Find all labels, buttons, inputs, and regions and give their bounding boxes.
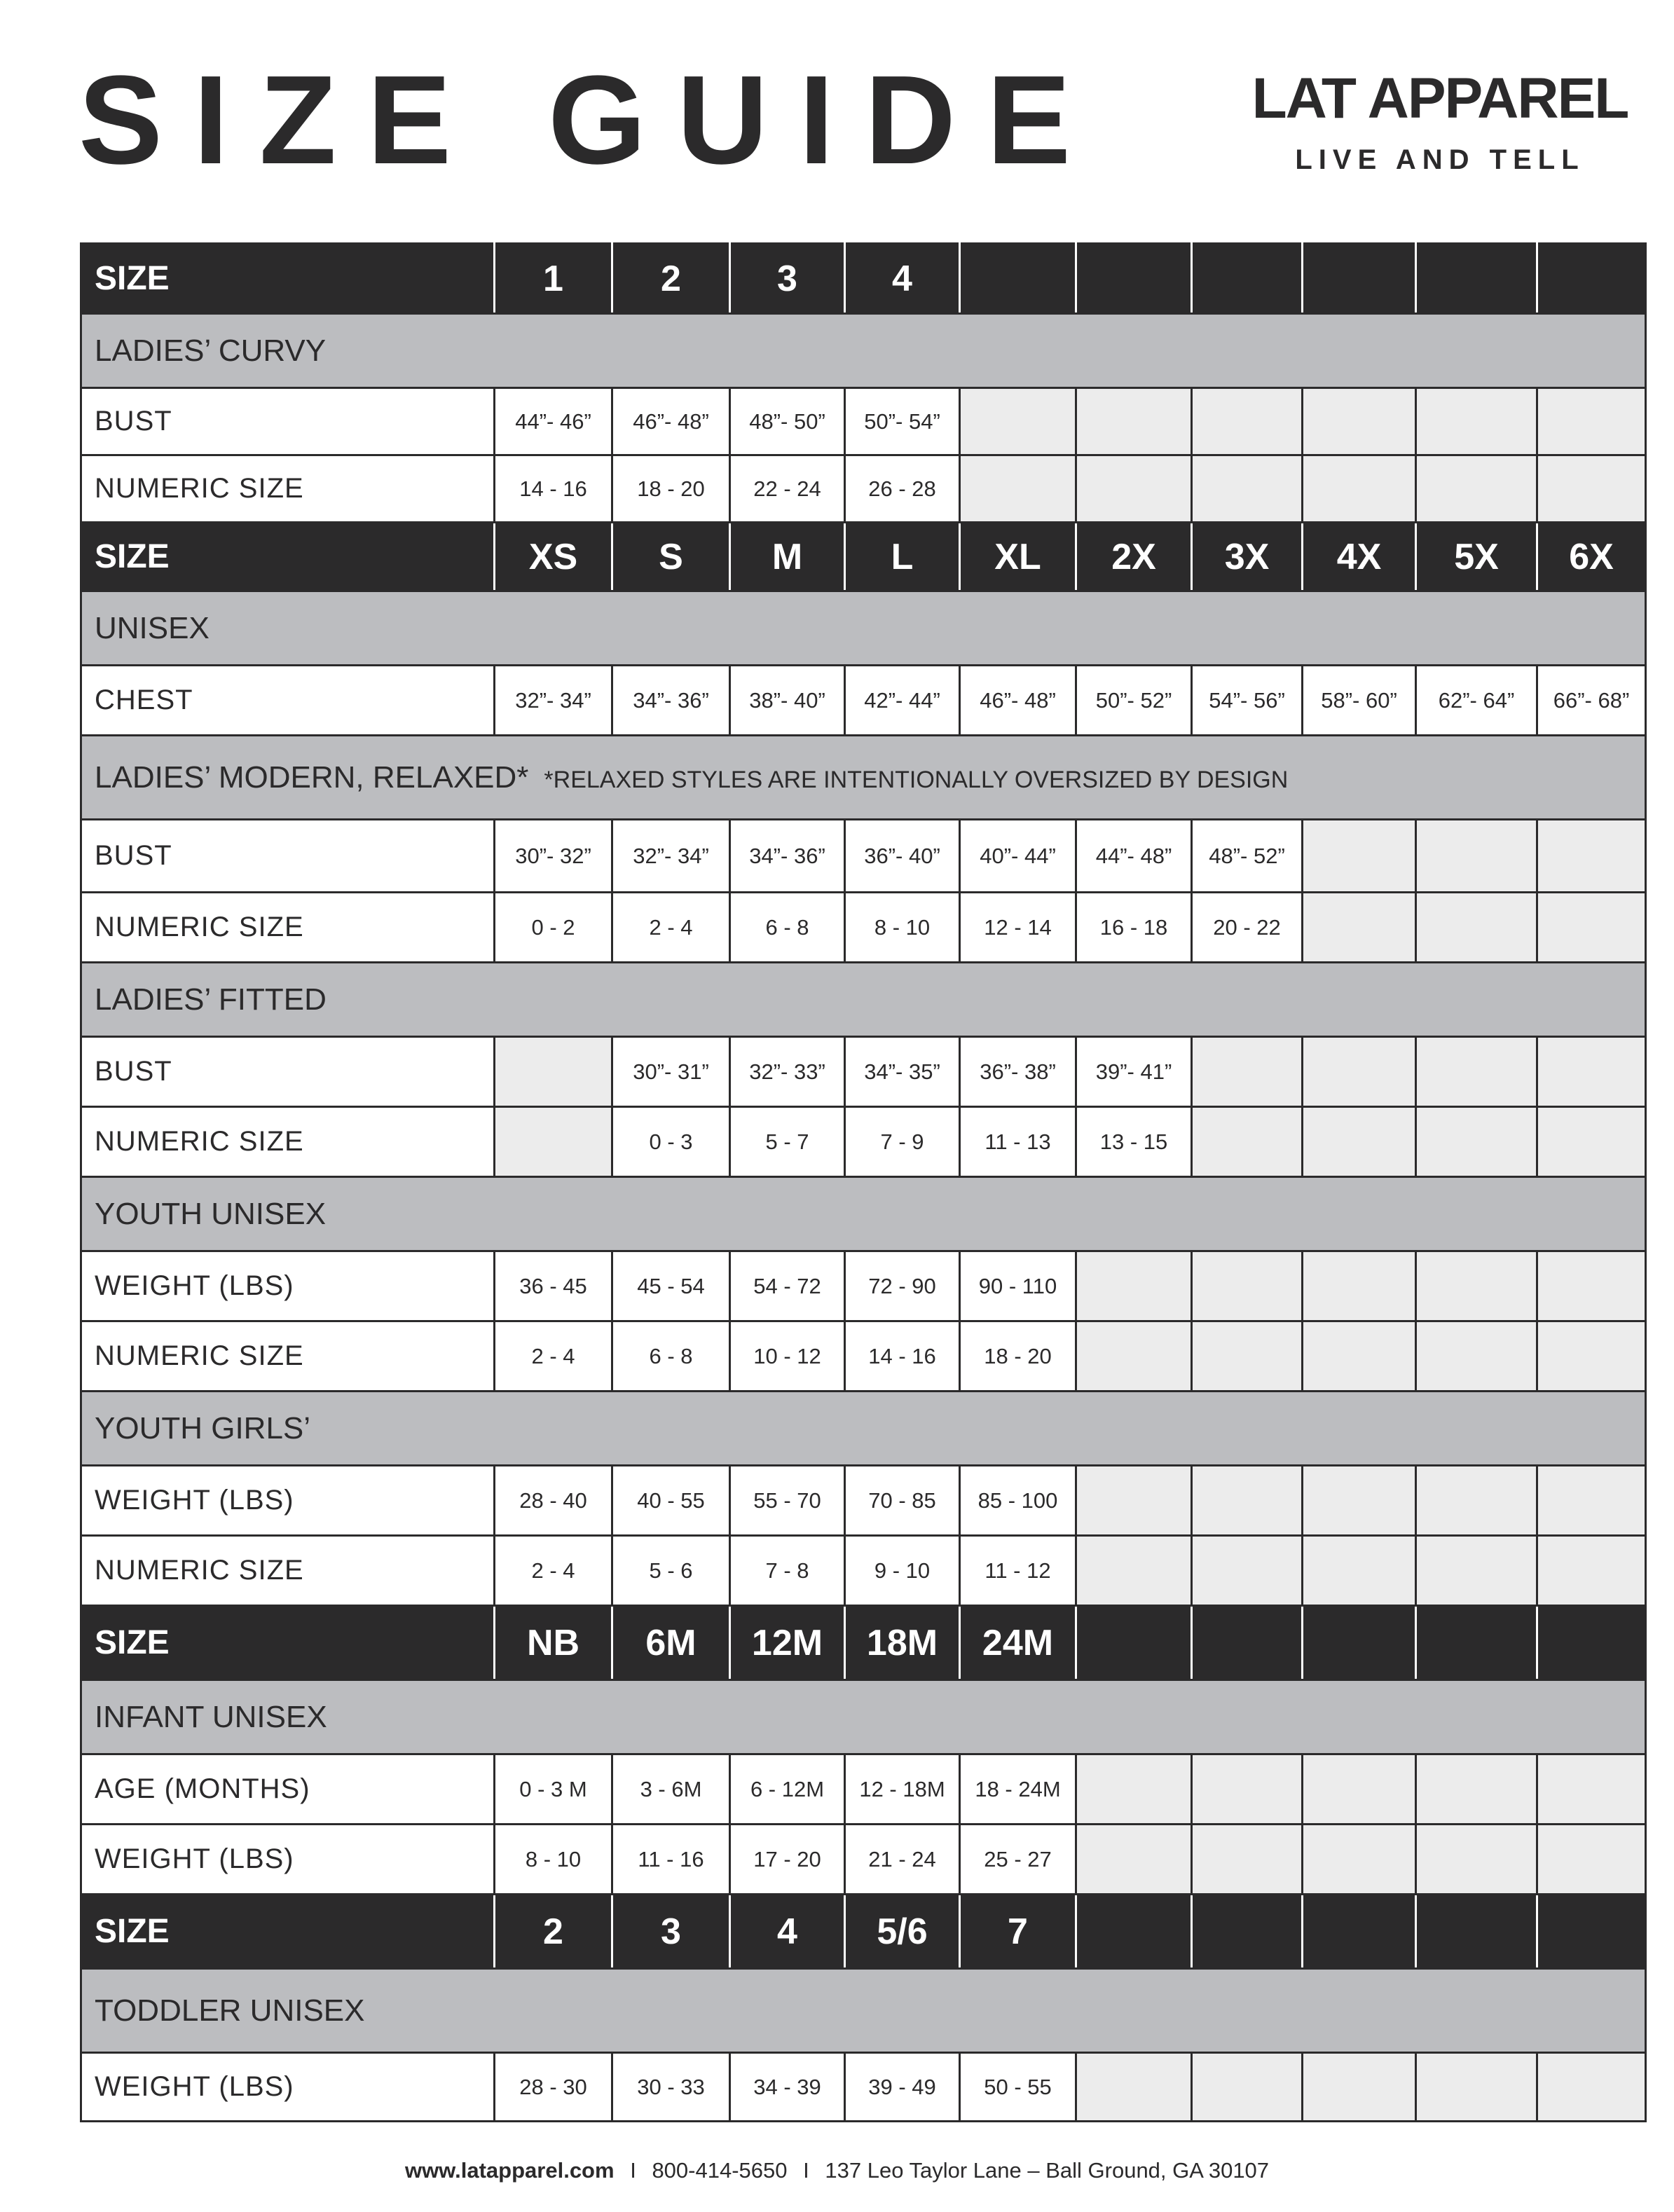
empty-cell	[1303, 1251, 1416, 1321]
size-header-cell	[1303, 1606, 1416, 1680]
empty-cell	[1537, 1321, 1646, 1392]
section-title	[81, 736, 1646, 820]
empty-cell	[1537, 1251, 1646, 1321]
table-row	[81, 1251, 1646, 1321]
empty-cell	[1416, 1825, 1537, 1895]
table-cell: 18 - 20	[612, 455, 730, 523]
table-cell: 44”- 48”	[1076, 820, 1192, 893]
section-title	[81, 1177, 1646, 1251]
footer-separator: I	[803, 2158, 809, 2183]
table-cell: 11 - 16	[612, 1825, 730, 1895]
empty-cell	[1416, 1754, 1537, 1825]
size-header-row	[81, 1606, 1646, 1680]
size-header-row	[81, 523, 1646, 591]
size-header-cell	[960, 244, 1076, 314]
table-cell: 14 - 16	[495, 455, 612, 523]
table-cell: 6 - 12M	[730, 1754, 845, 1825]
empty-cell	[1416, 388, 1537, 455]
empty-cell	[1076, 2053, 1192, 2122]
table-row	[81, 1037, 1646, 1107]
size-header-cell: 3	[612, 1895, 730, 1969]
table-cell: 30 - 33	[612, 2053, 730, 2122]
table-cell: 26 - 28	[845, 455, 960, 523]
table-row	[81, 1466, 1646, 1536]
empty-cell	[1303, 1107, 1416, 1177]
table-row	[81, 1825, 1646, 1895]
empty-cell	[1303, 1037, 1416, 1107]
section-title	[81, 314, 1646, 388]
empty-cell	[960, 455, 1076, 523]
size-header-cell: 24M	[960, 1606, 1076, 1680]
empty-cell	[1192, 455, 1303, 523]
table-cell: 40”- 44”	[960, 820, 1076, 893]
empty-cell	[1076, 1251, 1192, 1321]
size-header-cell	[1416, 1606, 1537, 1680]
table-cell: 36”- 38”	[960, 1037, 1076, 1107]
section-row	[81, 314, 1646, 388]
table-cell: 39”- 41”	[1076, 1037, 1192, 1107]
size-header-cell: NB	[495, 1606, 612, 1680]
size-header-cell	[1537, 1895, 1646, 1969]
section-label: YOUTH GIRLS’	[95, 1410, 311, 1445]
empty-cell	[1192, 1754, 1303, 1825]
empty-cell	[1076, 1321, 1192, 1392]
size-header-cell: 4	[730, 1895, 845, 1969]
size-header-cell	[1416, 1895, 1537, 1969]
table-cell: 42”- 44”	[845, 666, 960, 736]
section-title	[81, 1680, 1646, 1754]
empty-cell	[1303, 820, 1416, 893]
table-cell: 28 - 30	[495, 2053, 612, 2122]
empty-cell	[1192, 388, 1303, 455]
section-title	[81, 963, 1646, 1037]
table-row	[81, 1754, 1646, 1825]
table-cell: 28 - 40	[495, 1466, 612, 1536]
size-header-label: SIZE	[81, 1606, 495, 1680]
table-cell: 62”- 64”	[1416, 666, 1537, 736]
table-cell: 7 - 9	[845, 1107, 960, 1177]
section-row	[81, 1969, 1646, 2053]
size-header-cell: 18M	[845, 1606, 960, 1680]
table-cell: 46”- 48”	[960, 666, 1076, 736]
empty-cell	[1192, 1321, 1303, 1392]
size-header-cell	[1537, 244, 1646, 314]
size-header-cell	[1537, 1606, 1646, 1680]
row-label: WEIGHT (LBS)	[81, 1251, 495, 1321]
empty-cell	[1537, 455, 1646, 523]
table-cell: 34”- 36”	[612, 666, 730, 736]
table-cell: 12 - 18M	[845, 1754, 960, 1825]
table-cell: 44”- 46”	[495, 388, 612, 455]
footer-address: 137 Leo Taylor Lane – Ball Ground, GA 30107	[825, 2158, 1270, 2183]
size-header-cell	[1076, 1606, 1192, 1680]
size-header-cell: 6M	[612, 1606, 730, 1680]
table-cell: 22 - 24	[730, 455, 845, 523]
size-header-cell: 3	[730, 244, 845, 314]
row-label: NUMERIC SIZE	[81, 893, 495, 963]
table-cell: 34”- 36”	[730, 820, 845, 893]
table-row	[81, 2053, 1646, 2122]
table-cell: 90 - 110	[960, 1251, 1076, 1321]
table-cell: 32”- 34”	[495, 666, 612, 736]
table-cell: 50”- 54”	[845, 388, 960, 455]
section-label: LADIES’ CURVY	[95, 333, 327, 368]
table-cell: 36”- 40”	[845, 820, 960, 893]
row-label: WEIGHT (LBS)	[81, 1825, 495, 1895]
size-header-row	[81, 1895, 1646, 1969]
section-title	[81, 591, 1646, 666]
empty-cell	[1537, 1754, 1646, 1825]
empty-cell	[495, 1037, 612, 1107]
empty-cell	[1303, 455, 1416, 523]
empty-cell	[1303, 1825, 1416, 1895]
table-cell: 0 - 2	[495, 893, 612, 963]
section-label: LADIES’ MODERN, RELAXED*	[95, 760, 529, 795]
empty-cell	[1303, 2053, 1416, 2122]
empty-cell	[1416, 2053, 1537, 2122]
size-header-cell: S	[612, 523, 730, 591]
table-row	[81, 1107, 1646, 1177]
empty-cell	[1076, 1466, 1192, 1536]
brand-tagline: LIVE AND TELL	[1295, 144, 1585, 175]
footer-separator: I	[630, 2158, 636, 2183]
size-header-cell	[1076, 1895, 1192, 1969]
section-label: TODDLER UNISEX	[95, 1993, 365, 2028]
table-cell: 6 - 8	[612, 1321, 730, 1392]
table-cell: 55 - 70	[730, 1466, 845, 1536]
footer-phone: 800-414-5650	[652, 2158, 788, 2183]
empty-cell	[1192, 1037, 1303, 1107]
table-cell: 2 - 4	[612, 893, 730, 963]
section-label: LADIES’ FITTED	[95, 982, 327, 1017]
footer-contact	[0, 2158, 1674, 2183]
size-header-cell	[1303, 244, 1416, 314]
section-title	[81, 1392, 1646, 1466]
size-header-cell	[1192, 244, 1303, 314]
table-cell: 72 - 90	[845, 1251, 960, 1321]
empty-cell	[1303, 1321, 1416, 1392]
table-cell: 70 - 85	[845, 1466, 960, 1536]
size-header-cell: 4X	[1303, 523, 1416, 591]
size-header-cell: 6X	[1537, 523, 1646, 591]
table-cell: 10 - 12	[730, 1321, 845, 1392]
table-cell: 5 - 7	[730, 1107, 845, 1177]
empty-cell	[1416, 455, 1537, 523]
empty-cell	[1076, 1754, 1192, 1825]
size-header-cell: XL	[960, 523, 1076, 591]
table-cell: 5 - 6	[612, 1536, 730, 1606]
empty-cell	[1416, 820, 1537, 893]
table-row	[81, 820, 1646, 893]
table-row	[81, 666, 1646, 736]
empty-cell	[1416, 1107, 1537, 1177]
row-label: CHEST	[81, 666, 495, 736]
table-cell: 46”- 48”	[612, 388, 730, 455]
table-cell: 58”- 60”	[1303, 666, 1416, 736]
empty-cell	[1416, 1251, 1537, 1321]
table-cell: 48”- 50”	[730, 388, 845, 455]
size-header-cell: M	[730, 523, 845, 591]
empty-cell	[1303, 1466, 1416, 1536]
table-cell: 2 - 4	[495, 1321, 612, 1392]
table-cell: 18 - 20	[960, 1321, 1076, 1392]
table-cell: 54”- 56”	[1192, 666, 1303, 736]
empty-cell	[1303, 1754, 1416, 1825]
table-row	[81, 1321, 1646, 1392]
empty-cell	[1303, 388, 1416, 455]
page-title: SIZE GUIDE	[78, 50, 1102, 191]
table-cell: 45 - 54	[612, 1251, 730, 1321]
table-cell: 36 - 45	[495, 1251, 612, 1321]
table-cell: 18 - 24M	[960, 1754, 1076, 1825]
empty-cell	[495, 1107, 612, 1177]
table-cell: 16 - 18	[1076, 893, 1192, 963]
table-cell: 7 - 8	[730, 1536, 845, 1606]
empty-cell	[1076, 1825, 1192, 1895]
table-cell: 34”- 35”	[845, 1037, 960, 1107]
empty-cell	[1192, 1107, 1303, 1177]
section-row	[81, 1177, 1646, 1251]
section-note: *RELAXED STYLES ARE INTENTIONALLY OVERSIZED BY DESIGN	[544, 766, 1289, 793]
size-header-cell: L	[845, 523, 960, 591]
empty-cell	[1416, 1321, 1537, 1392]
table-cell: 30”- 31”	[612, 1037, 730, 1107]
empty-cell	[1416, 1037, 1537, 1107]
table-row	[81, 1536, 1646, 1606]
size-header-cell	[1303, 1895, 1416, 1969]
empty-cell	[1076, 1536, 1192, 1606]
size-header-cell	[1076, 244, 1192, 314]
section-row	[81, 736, 1646, 820]
table-cell: 34 - 39	[730, 2053, 845, 2122]
table-cell: 8 - 10	[845, 893, 960, 963]
row-label: NUMERIC SIZE	[81, 1107, 495, 1177]
row-label: NUMERIC SIZE	[81, 1321, 495, 1392]
table-cell: 21 - 24	[845, 1825, 960, 1895]
empty-cell	[1192, 2053, 1303, 2122]
table-cell: 38”- 40”	[730, 666, 845, 736]
section-label: INFANT UNISEX	[95, 1699, 327, 1734]
empty-cell	[1537, 1466, 1646, 1536]
empty-cell	[1537, 388, 1646, 455]
section-row	[81, 963, 1646, 1037]
table-row	[81, 388, 1646, 455]
footer-website[interactable]: www.latapparel.com	[404, 2158, 615, 2183]
size-header-cell: 2	[495, 1895, 612, 1969]
empty-cell	[1416, 1466, 1537, 1536]
table-cell: 12 - 14	[960, 893, 1076, 963]
table-cell: 0 - 3 M	[495, 1754, 612, 1825]
table-row	[81, 455, 1646, 523]
empty-cell	[1416, 1536, 1537, 1606]
empty-cell	[1192, 1251, 1303, 1321]
table-cell: 11 - 12	[960, 1536, 1076, 1606]
size-header-label: SIZE	[81, 523, 495, 591]
empty-cell	[1537, 820, 1646, 893]
size-header-cell	[1416, 244, 1537, 314]
size-guide-table	[80, 242, 1647, 2122]
section-row	[81, 1392, 1646, 1466]
empty-cell	[1416, 893, 1537, 963]
row-label: WEIGHT (LBS)	[81, 1466, 495, 1536]
table-row	[81, 893, 1646, 963]
table-cell: 30”- 32”	[495, 820, 612, 893]
table-cell: 48”- 52”	[1192, 820, 1303, 893]
row-label: BUST	[81, 820, 495, 893]
table-cell: 8 - 10	[495, 1825, 612, 1895]
empty-cell	[1537, 1037, 1646, 1107]
table-cell: 25 - 27	[960, 1825, 1076, 1895]
empty-cell	[1303, 1536, 1416, 1606]
row-label: BUST	[81, 388, 495, 455]
table-cell: 11 - 13	[960, 1107, 1076, 1177]
table-cell: 40 - 55	[612, 1466, 730, 1536]
size-header-cell: 5/6	[845, 1895, 960, 1969]
empty-cell	[1537, 1107, 1646, 1177]
size-header-cell	[1192, 1606, 1303, 1680]
table-cell: 32”- 34”	[612, 820, 730, 893]
section-title	[81, 1969, 1646, 2053]
size-header-cell: 1	[495, 244, 612, 314]
table-cell: 50 - 55	[960, 2053, 1076, 2122]
size-header-cell	[1192, 1895, 1303, 1969]
empty-cell	[1192, 1466, 1303, 1536]
size-header-cell: XS	[495, 523, 612, 591]
table-cell: 2 - 4	[495, 1536, 612, 1606]
row-label: WEIGHT (LBS)	[81, 2053, 495, 2122]
table-cell: 13 - 15	[1076, 1107, 1192, 1177]
row-label: AGE (MONTHS)	[81, 1754, 495, 1825]
table-cell: 0 - 3	[612, 1107, 730, 1177]
size-header-row	[81, 244, 1646, 314]
row-label: NUMERIC SIZE	[81, 1536, 495, 1606]
empty-cell	[1303, 893, 1416, 963]
size-header-cell: 12M	[730, 1606, 845, 1680]
section-row	[81, 1680, 1646, 1754]
table-cell: 54 - 72	[730, 1251, 845, 1321]
empty-cell	[960, 388, 1076, 455]
empty-cell	[1537, 893, 1646, 963]
brand-logo: LAT APPAREL	[1251, 67, 1628, 130]
table-cell: 6 - 8	[730, 893, 845, 963]
table-cell: 50”- 52”	[1076, 666, 1192, 736]
size-header-cell: 3X	[1192, 523, 1303, 591]
table-cell: 17 - 20	[730, 1825, 845, 1895]
table-cell: 85 - 100	[960, 1466, 1076, 1536]
row-label: BUST	[81, 1037, 495, 1107]
empty-cell	[1537, 2053, 1646, 2122]
size-header-cell: 2	[612, 244, 730, 314]
size-header-cell: 2X	[1076, 523, 1192, 591]
empty-cell	[1076, 455, 1192, 523]
size-header-label: SIZE	[81, 244, 495, 314]
table-cell: 9 - 10	[845, 1536, 960, 1606]
table-cell: 39 - 49	[845, 2053, 960, 2122]
row-label: NUMERIC SIZE	[81, 455, 495, 523]
empty-cell	[1192, 1536, 1303, 1606]
section-label: UNISEX	[95, 610, 210, 645]
empty-cell	[1076, 388, 1192, 455]
size-header-label: SIZE	[81, 1895, 495, 1969]
size-header-cell: 4	[845, 244, 960, 314]
empty-cell	[1192, 1825, 1303, 1895]
empty-cell	[1537, 1825, 1646, 1895]
size-header-cell: 7	[960, 1895, 1076, 1969]
table-cell: 14 - 16	[845, 1321, 960, 1392]
size-header-cell: 5X	[1416, 523, 1537, 591]
section-row	[81, 591, 1646, 666]
empty-cell	[1537, 1536, 1646, 1606]
table-cell: 20 - 22	[1192, 893, 1303, 963]
table-cell: 32”- 33”	[730, 1037, 845, 1107]
table-cell: 66”- 68”	[1537, 666, 1646, 736]
section-label: YOUTH UNISEX	[95, 1196, 327, 1231]
table-cell: 3 - 6M	[612, 1754, 730, 1825]
